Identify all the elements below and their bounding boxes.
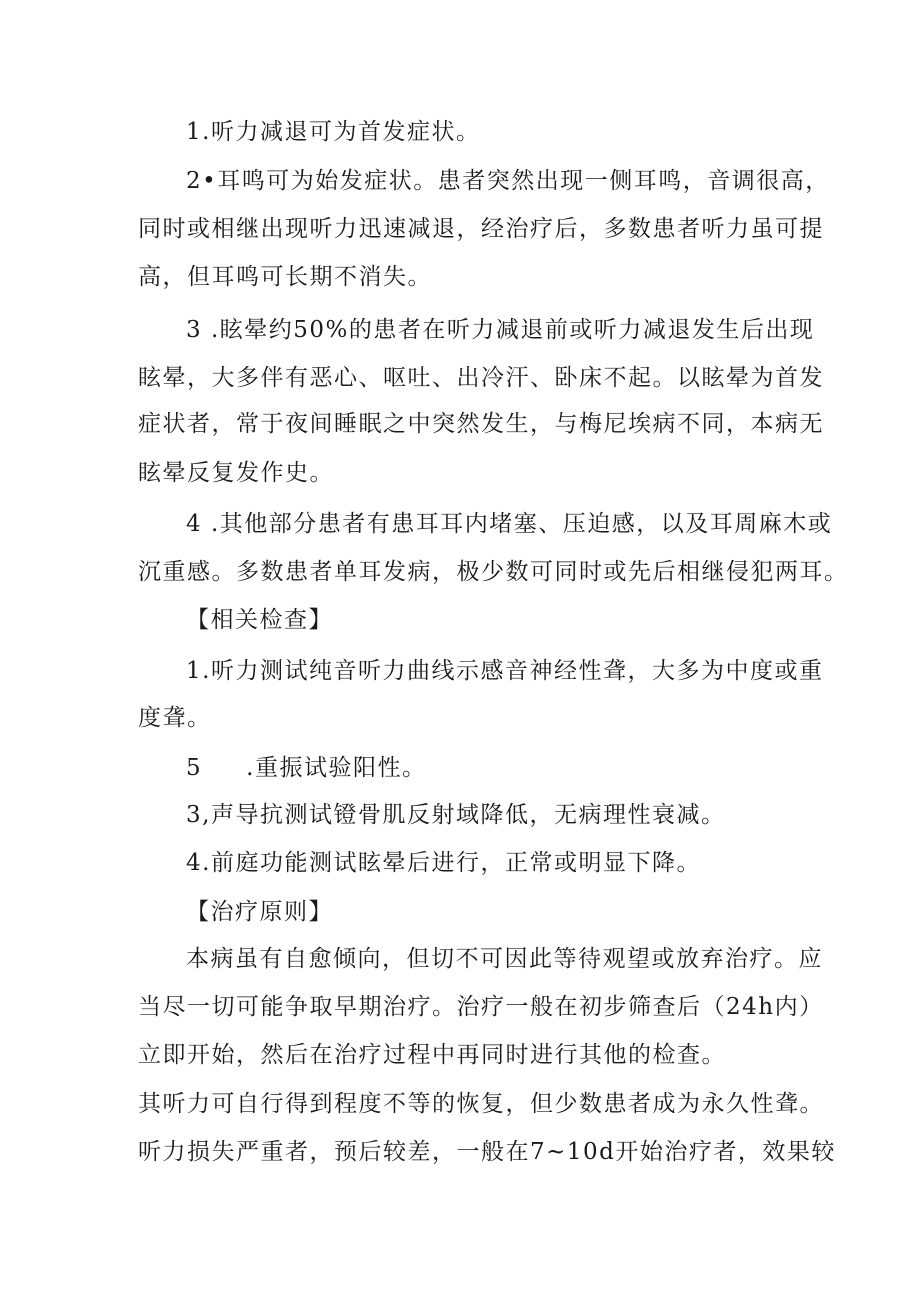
text-line-10: 沉重感。多数患者单耳发病，极少数可同时或先后相继侵犯两耳。 — [138, 559, 849, 585]
text-line-3: 同时或相继出现听力迅速减退，经治疗后，多数患者听力虽可提 — [138, 216, 824, 242]
list-number: 5 — [186, 755, 203, 781]
text-line-13: 度聋。 — [138, 705, 212, 731]
text-line-6: 眩晕，大多伴有恶心、呕吐、出冷汗、卧床不起。以眩晕为首发 — [138, 365, 824, 391]
list-text: .重振试验阳性。 — [246, 755, 427, 781]
text-line-8: 眩晕反复发作史。 — [138, 460, 334, 486]
text-line-9: 4 .其他部分患者有患耳耳内堵塞、压迫感，以及耳周麻木或 — [186, 511, 833, 537]
text-line-2: 2•耳鸣可为始发症状。患者突然出现一侧耳鸣，音调很高， — [186, 168, 830, 194]
text-line-20: 立即开始，然后在治疗过程中再同时进行其他的检查。 — [138, 1042, 726, 1068]
text-line-22: 听力损失严重者，预后较差，一般在7~10d开始治疗者，效果较 — [138, 1139, 836, 1165]
text-line-16: 4.前庭功能测试眩晕后进行，正常或明显下降。 — [186, 850, 701, 876]
text-line-5: 3 .眩晕约50%的患者在听力减退前或听力减退发生后出现 — [186, 317, 815, 343]
text-line-21: 其听力可自行得到程度不等的恢复，但少数患者成为永久性聋。 — [138, 1091, 824, 1117]
section-heading-related-exams: 【相关检查】 — [186, 607, 333, 633]
text-line-14 — [186, 753, 426, 783]
text-line-4: 高，但耳鸣可长期不消失。 — [138, 264, 432, 290]
text-line-7: 症状者，常于夜间睡眠之中突然发生，与梅尼埃病不同，本病无 — [138, 411, 824, 437]
section-heading-treatment-principles: 【治疗原则】 — [186, 899, 333, 925]
text-line-12: 1.听力测试纯音听力曲线示感音神经性聋，大多为中度或重 — [186, 658, 824, 684]
text-line-15: 3,声导抗测试镫骨肌反射域降低，无病理性衰减。 — [186, 802, 726, 828]
text-line-1: 1.听力减退可为首发症状。 — [186, 119, 481, 145]
text-line-19: 当尽一切可能争取早期治疗。治疗一般在初步筛查后（24h内） — [138, 994, 824, 1020]
text-line-18: 本病虽有自愈倾向，但切不可因此等待观望或放弃治疗。应 — [186, 946, 823, 972]
